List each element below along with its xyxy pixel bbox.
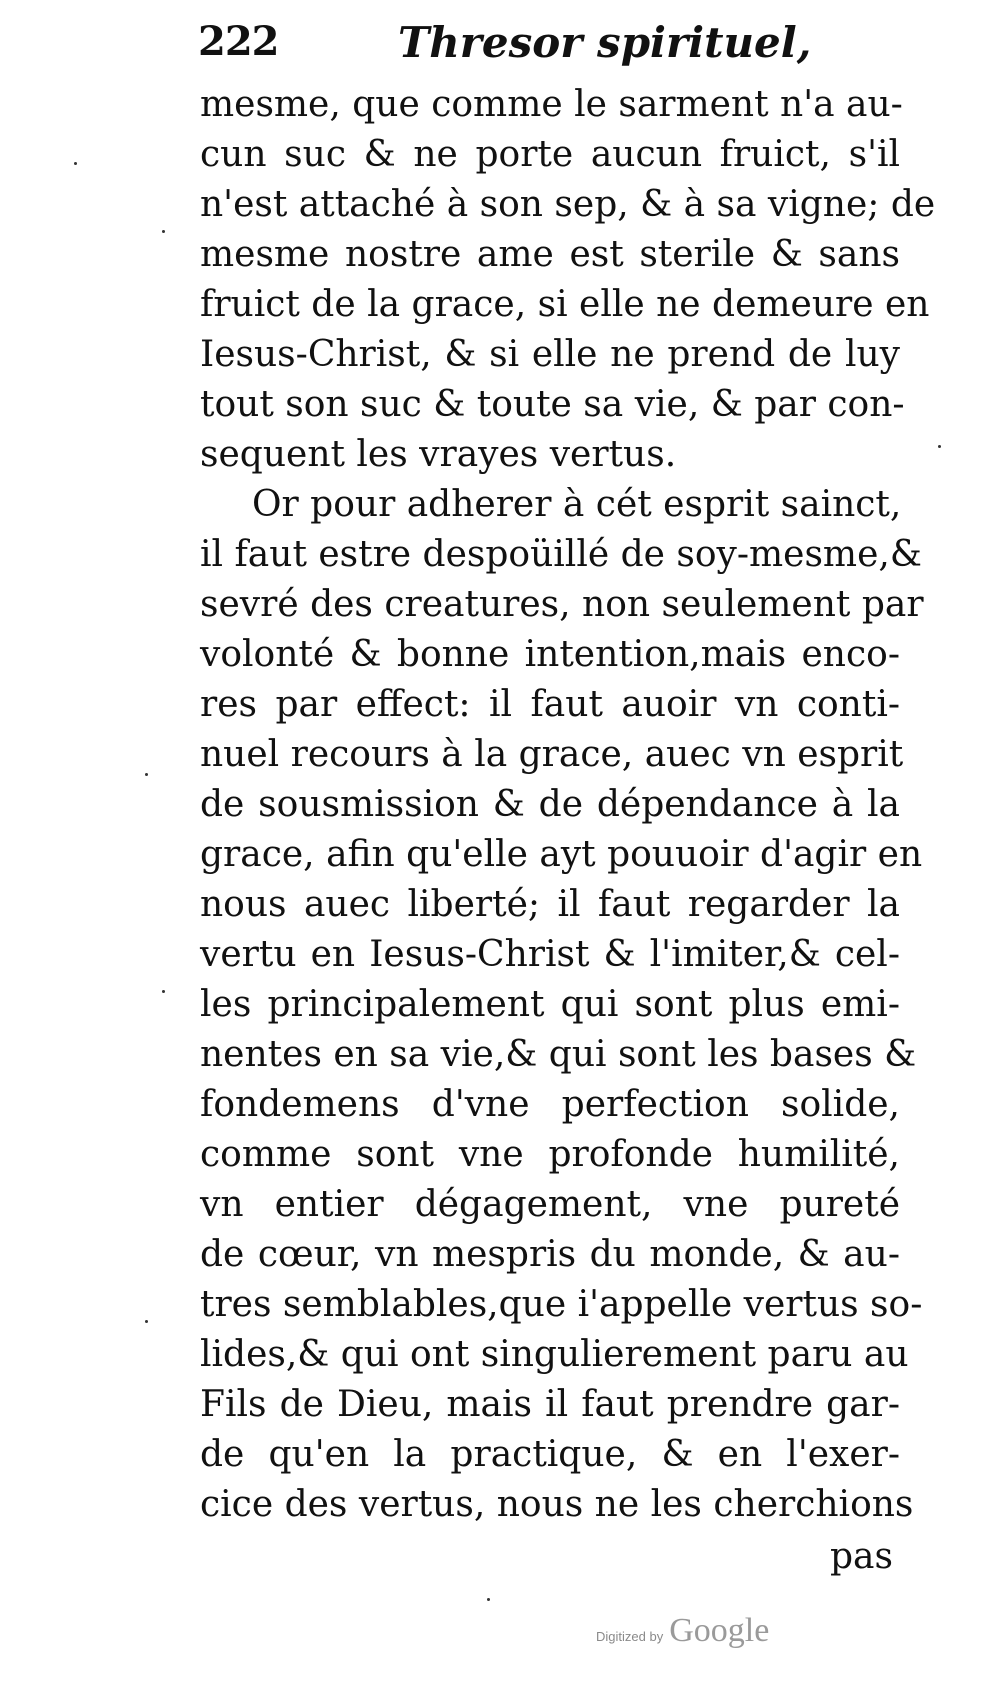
text-line: il faut estre despoüillé de soy-mesme,& bbox=[200, 534, 922, 575]
text-line: de cœur, vn mespris du monde, & au- bbox=[200, 1234, 900, 1275]
text-line: Fils de Dieu, mais il faut prendre gar- bbox=[200, 1384, 900, 1425]
text-line: mesme, que comme le sarment n'a au- bbox=[200, 84, 903, 125]
text-line: cun suc & ne porte aucun fruict, s'il bbox=[200, 134, 900, 175]
text-line: tres semblables,que i'appelle vertus so- bbox=[200, 1284, 923, 1325]
google-logo: Google bbox=[669, 1612, 770, 1649]
text-line: tout son suc & toute sa vie, & par con- bbox=[200, 384, 905, 425]
text-line: res par effect: il faut auoir vn conti- bbox=[200, 684, 900, 725]
digitized-by-google-watermark bbox=[596, 1612, 769, 1652]
page-header bbox=[198, 18, 898, 78]
text-line: grace, afin qu'elle ayt pouuoir d'agir en bbox=[200, 834, 923, 875]
body-text bbox=[200, 80, 936, 1530]
text-line: nous auec liberté; il faut regarder la bbox=[200, 884, 900, 925]
page-number: 222 bbox=[198, 18, 279, 65]
scan-speck bbox=[162, 990, 165, 993]
text-line: cice des vertus, nous ne les cherchions bbox=[200, 1484, 914, 1525]
text-line: volonté & bonne intention,mais enco- bbox=[200, 634, 900, 675]
text-line-paragraph-start: Or pour adherer à cét esprit sainct, bbox=[252, 484, 902, 525]
digitized-label: Digitized by bbox=[596, 1629, 664, 1644]
text-line-paragraph-end: sequent les vrayes vertus. bbox=[200, 434, 677, 475]
running-title: Thresor spirituel, bbox=[398, 18, 812, 67]
text-line: sevré des creatures, non seulement par bbox=[200, 584, 924, 625]
text-line: nuel recours à la grace, auec vn esprit bbox=[200, 734, 904, 775]
text-line: fondemens d'vne perfection solide, bbox=[200, 1084, 900, 1125]
text-line: nentes en sa vie,& qui sont les bases & bbox=[200, 1034, 917, 1075]
scan-speck bbox=[74, 162, 77, 165]
text-line: n'est attaché à son sep, & à sa vigne; de bbox=[200, 184, 936, 225]
text-line: vn entier dégagement, vne pureté bbox=[200, 1184, 900, 1225]
scan-speck bbox=[938, 445, 941, 448]
text-line: Iesus-Christ, & si elle ne prend de luy bbox=[200, 334, 900, 375]
text-line: lides,& qui ont singulierement paru au bbox=[200, 1334, 909, 1375]
catchword: pas bbox=[830, 1536, 893, 1577]
text-line: vertu en Iesus-Christ & l'imiter,& cel- bbox=[200, 934, 900, 975]
text-line: les principalement qui sont plus emi- bbox=[200, 984, 900, 1025]
text-line: de sousmission & de dépendance à la bbox=[200, 784, 900, 825]
text-line: de qu'en la practique, & en l'exer- bbox=[200, 1434, 900, 1475]
scan-speck bbox=[162, 230, 165, 233]
text-line: comme sont vne profonde humilité, bbox=[200, 1134, 900, 1175]
scan-speck bbox=[487, 1598, 490, 1601]
text-line: fruict de la grace, si elle ne demeure en bbox=[200, 284, 930, 325]
scan-speck bbox=[145, 773, 148, 776]
text-line: mesme nostre ame est sterile & sans bbox=[200, 234, 900, 275]
scan-speck bbox=[145, 1320, 148, 1323]
